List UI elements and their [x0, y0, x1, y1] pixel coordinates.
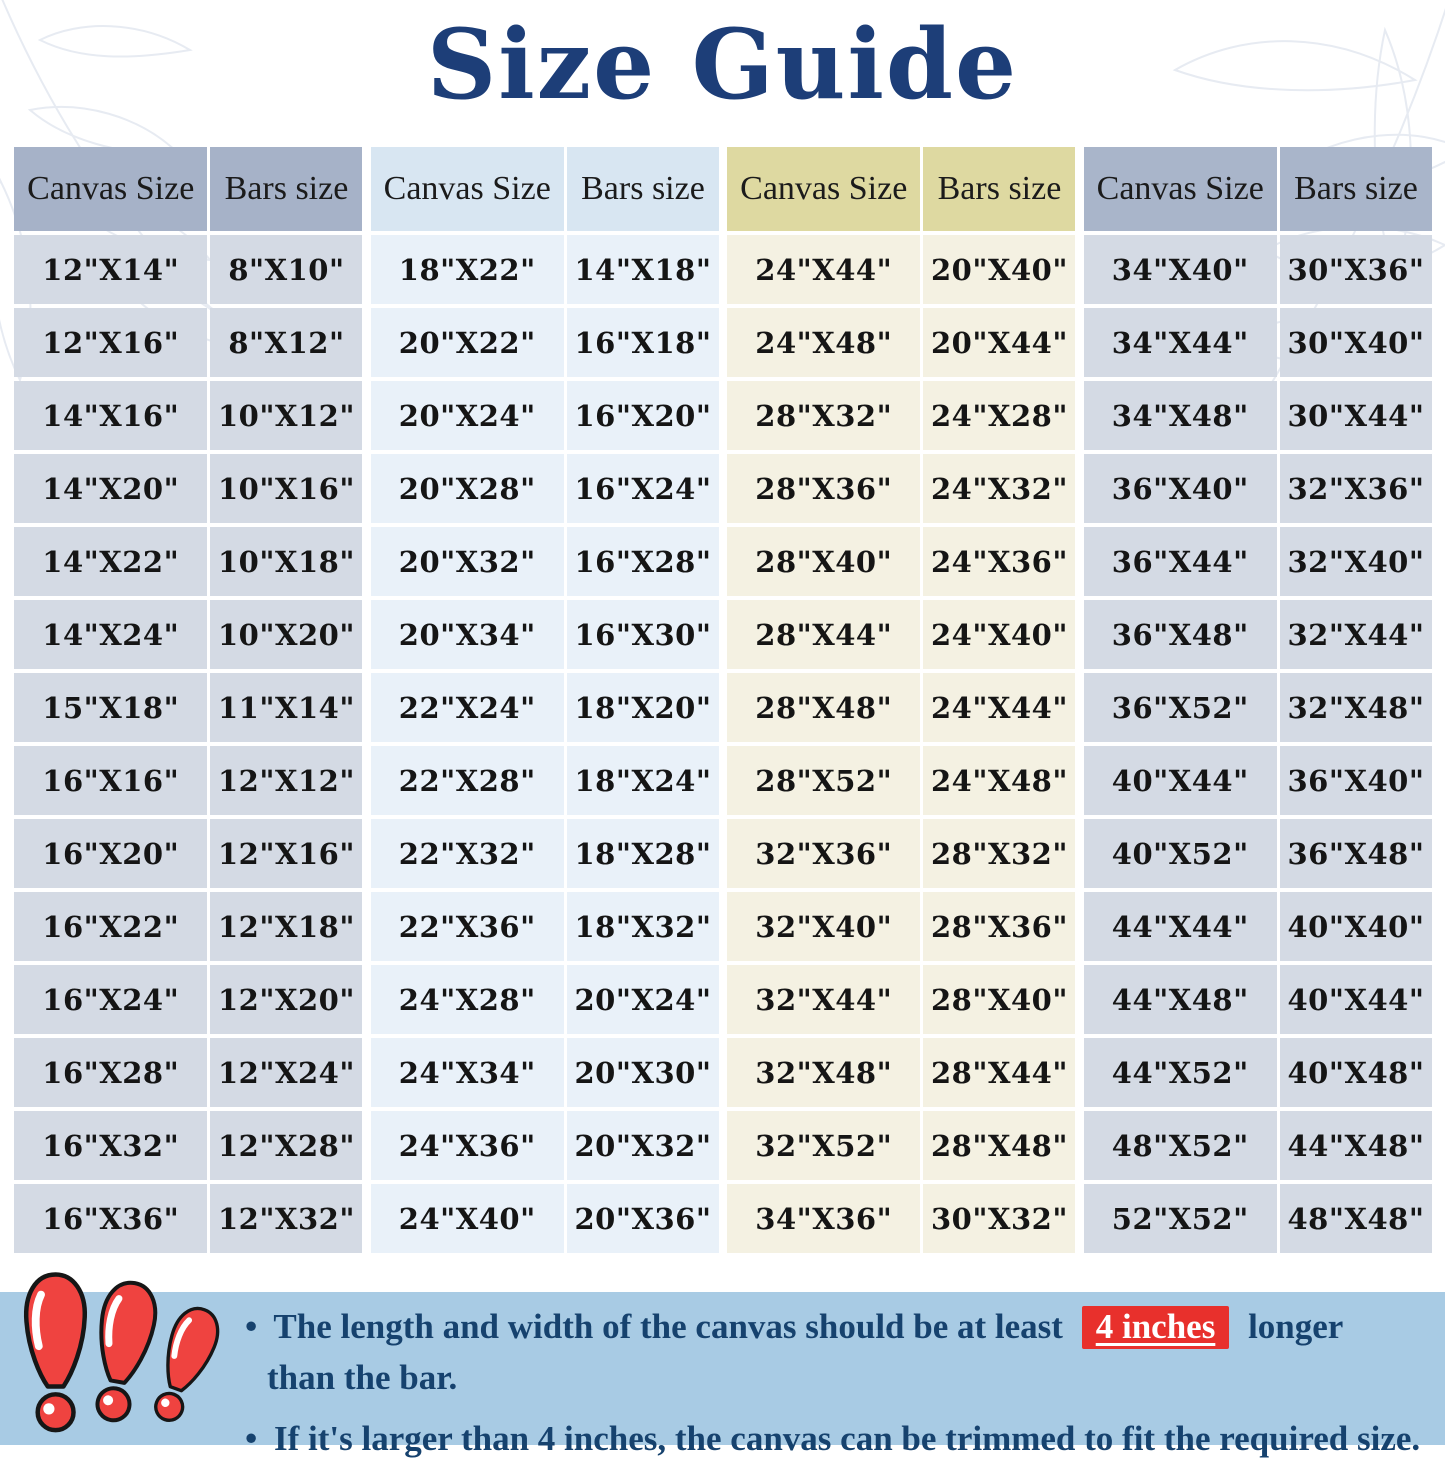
bars-size-cell: 10"X20" — [210, 600, 362, 669]
bars-size-cell: 8"X12" — [210, 308, 362, 377]
bars-size-cell: 20"X30" — [567, 1038, 719, 1107]
bars-size-cell: 44"X48" — [1280, 1111, 1432, 1180]
bars-size-cell: 40"X44" — [1280, 965, 1432, 1034]
canvas-size-cell: 22"X36" — [371, 892, 564, 961]
bars-size-cell: 20"X36" — [567, 1184, 719, 1253]
bars-size-cell: 14"X18" — [567, 235, 719, 304]
canvas-size-cell: 24"X44" — [727, 235, 920, 304]
canvas-size-cell: 36"X44" — [1084, 527, 1277, 596]
bars-size-cell: 12"X12" — [210, 746, 362, 815]
column-header-bars-size: Bars size — [567, 147, 719, 231]
canvas-size-cell: 44"X48" — [1084, 965, 1277, 1034]
bars-size-cell: 12"X20" — [210, 965, 362, 1034]
size-table-2 — [371, 147, 720, 1253]
bars-size-cell: 10"X18" — [210, 527, 362, 596]
canvas-size-cell: 24"X28" — [371, 965, 564, 1034]
bars-size-cell: 24"X36" — [923, 527, 1075, 596]
bars-size-cell: 24"X48" — [923, 746, 1075, 815]
bars-size-cell: 28"X44" — [923, 1038, 1075, 1107]
size-table-1 — [14, 147, 363, 1253]
bullet-icon: • — [245, 1307, 258, 1346]
bars-size-cell: 24"X32" — [923, 454, 1075, 523]
canvas-size-cell: 16"X24" — [14, 965, 207, 1034]
bars-size-cell: 36"X40" — [1280, 746, 1432, 815]
note-1-line2: than the bar. — [267, 1357, 458, 1397]
canvas-size-cell: 22"X24" — [371, 673, 564, 742]
canvas-size-cell: 24"X40" — [371, 1184, 564, 1253]
canvas-size-cell: 16"X22" — [14, 892, 207, 961]
canvas-size-cell: 24"X34" — [371, 1038, 564, 1107]
size-table-4 — [1084, 147, 1433, 1253]
column-header-bars-size: Bars size — [923, 147, 1075, 231]
triple-exclamation-icon — [14, 1260, 244, 1445]
bars-size-cell: 20"X24" — [567, 965, 719, 1034]
size-tables — [14, 147, 1432, 1253]
canvas-size-cell: 12"X16" — [14, 308, 207, 377]
canvas-size-cell: 14"X22" — [14, 527, 207, 596]
canvas-size-cell: 24"X36" — [371, 1111, 564, 1180]
column-header-canvas-size: Canvas Size — [727, 147, 920, 231]
four-inches-highlight: 4 inches — [1082, 1306, 1230, 1349]
bars-size-cell: 20"X40" — [923, 235, 1075, 304]
canvas-size-cell: 32"X52" — [727, 1111, 920, 1180]
bars-size-cell: 10"X12" — [210, 381, 362, 450]
bars-size-cell: 18"X28" — [567, 819, 719, 888]
bars-size-cell: 30"X44" — [1280, 381, 1432, 450]
bars-size-cell: 18"X20" — [567, 673, 719, 742]
bars-size-cell: 48"X48" — [1280, 1184, 1432, 1253]
canvas-size-cell: 20"X28" — [371, 454, 564, 523]
bars-size-cell: 16"X30" — [567, 600, 719, 669]
canvas-size-cell: 40"X52" — [1084, 819, 1277, 888]
bars-size-cell: 20"X44" — [923, 308, 1075, 377]
canvas-size-cell: 20"X22" — [371, 308, 564, 377]
footer-notes — [233, 1294, 1433, 1474]
canvas-size-cell: 34"X48" — [1084, 381, 1277, 450]
canvas-size-cell: 34"X40" — [1084, 235, 1277, 304]
canvas-size-cell: 22"X28" — [371, 746, 564, 815]
bars-size-cell: 18"X32" — [567, 892, 719, 961]
canvas-size-cell: 34"X36" — [727, 1184, 920, 1253]
canvas-size-cell: 52"X52" — [1084, 1184, 1277, 1253]
canvas-size-cell: 36"X52" — [1084, 673, 1277, 742]
canvas-size-cell: 36"X48" — [1084, 600, 1277, 669]
bars-size-cell: 28"X48" — [923, 1111, 1075, 1180]
bars-size-cell: 32"X36" — [1280, 454, 1432, 523]
bars-size-cell: 24"X28" — [923, 381, 1075, 450]
canvas-size-cell: 14"X20" — [14, 454, 207, 523]
canvas-size-cell: 44"X44" — [1084, 892, 1277, 961]
bars-size-cell: 18"X24" — [567, 746, 719, 815]
bars-size-cell: 36"X48" — [1280, 819, 1432, 888]
column-header-bars-size: Bars size — [210, 147, 362, 231]
canvas-size-cell: 18"X22" — [371, 235, 564, 304]
canvas-size-cell: 48"X52" — [1084, 1111, 1277, 1180]
bars-size-cell: 16"X28" — [567, 527, 719, 596]
bars-size-cell: 30"X40" — [1280, 308, 1432, 377]
bars-size-cell: 28"X40" — [923, 965, 1075, 1034]
note-trim — [233, 1414, 1433, 1465]
bars-size-cell: 10"X16" — [210, 454, 362, 523]
bars-size-cell: 32"X44" — [1280, 600, 1432, 669]
bars-size-cell: 30"X32" — [923, 1184, 1075, 1253]
canvas-size-cell: 28"X40" — [727, 527, 920, 596]
canvas-size-cell: 28"X52" — [727, 746, 920, 815]
note-2-text: If it's larger than 4 inches, the canvas can be trimmed to fit the required size. — [274, 1418, 1421, 1458]
canvas-size-cell: 12"X14" — [14, 235, 207, 304]
bars-size-cell: 16"X20" — [567, 381, 719, 450]
bars-size-cell: 30"X36" — [1280, 235, 1432, 304]
canvas-size-cell: 14"X16" — [14, 381, 207, 450]
canvas-size-cell: 28"X44" — [727, 600, 920, 669]
bars-size-cell: 12"X28" — [210, 1111, 362, 1180]
column-header-bars-size: Bars size — [1280, 147, 1432, 231]
canvas-size-cell: 28"X48" — [727, 673, 920, 742]
column-header-canvas-size: Canvas Size — [14, 147, 207, 231]
canvas-size-cell: 16"X32" — [14, 1111, 207, 1180]
bars-size-cell: 12"X16" — [210, 819, 362, 888]
canvas-size-cell: 20"X34" — [371, 600, 564, 669]
bars-size-cell: 24"X44" — [923, 673, 1075, 742]
canvas-size-cell: 24"X48" — [727, 308, 920, 377]
canvas-size-cell: 16"X28" — [14, 1038, 207, 1107]
bars-size-cell: 12"X18" — [210, 892, 362, 961]
canvas-size-cell: 20"X32" — [371, 527, 564, 596]
column-header-canvas-size: Canvas Size — [1084, 147, 1277, 231]
canvas-size-cell: 44"X52" — [1084, 1038, 1277, 1107]
bars-size-cell: 24"X40" — [923, 600, 1075, 669]
bars-size-cell: 20"X32" — [567, 1111, 719, 1180]
bars-size-cell: 16"X24" — [567, 454, 719, 523]
bullet-icon: • — [245, 1418, 258, 1458]
page-title: Size Guide — [426, 8, 1019, 121]
bars-size-cell: 12"X32" — [210, 1184, 362, 1253]
canvas-size-cell: 14"X24" — [14, 600, 207, 669]
bars-size-cell: 32"X40" — [1280, 527, 1432, 596]
canvas-size-cell: 32"X40" — [727, 892, 920, 961]
bars-size-cell: 40"X40" — [1280, 892, 1432, 961]
bars-size-cell: 8"X10" — [210, 235, 362, 304]
canvas-size-cell: 22"X32" — [371, 819, 564, 888]
canvas-size-cell: 16"X20" — [14, 819, 207, 888]
bars-size-cell: 28"X36" — [923, 892, 1075, 961]
bars-size-cell: 16"X18" — [567, 308, 719, 377]
canvas-size-cell: 16"X36" — [14, 1184, 207, 1253]
canvas-size-cell: 34"X44" — [1084, 308, 1277, 377]
canvas-size-cell: 20"X24" — [371, 381, 564, 450]
note-canvas-length — [233, 1302, 1433, 1404]
bars-size-cell: 32"X48" — [1280, 673, 1432, 742]
canvas-size-cell: 28"X32" — [727, 381, 920, 450]
column-header-canvas-size: Canvas Size — [371, 147, 564, 231]
canvas-size-cell: 40"X44" — [1084, 746, 1277, 815]
canvas-size-cell: 36"X40" — [1084, 454, 1277, 523]
bars-size-cell: 28"X32" — [923, 819, 1075, 888]
canvas-size-cell: 32"X36" — [727, 819, 920, 888]
size-table-3 — [727, 147, 1076, 1253]
bars-size-cell: 11"X14" — [210, 673, 362, 742]
bars-size-cell: 40"X48" — [1280, 1038, 1432, 1107]
canvas-size-cell: 16"X16" — [14, 746, 207, 815]
canvas-size-cell: 15"X18" — [14, 673, 207, 742]
note-1-text: The length and width of the canvas should be at least — [273, 1307, 1063, 1346]
canvas-size-cell: 28"X36" — [727, 454, 920, 523]
canvas-size-cell: 32"X44" — [727, 965, 920, 1034]
bars-size-cell: 12"X24" — [210, 1038, 362, 1107]
canvas-size-cell: 32"X48" — [727, 1038, 920, 1107]
note-1-text-end: longer — [1248, 1307, 1344, 1346]
